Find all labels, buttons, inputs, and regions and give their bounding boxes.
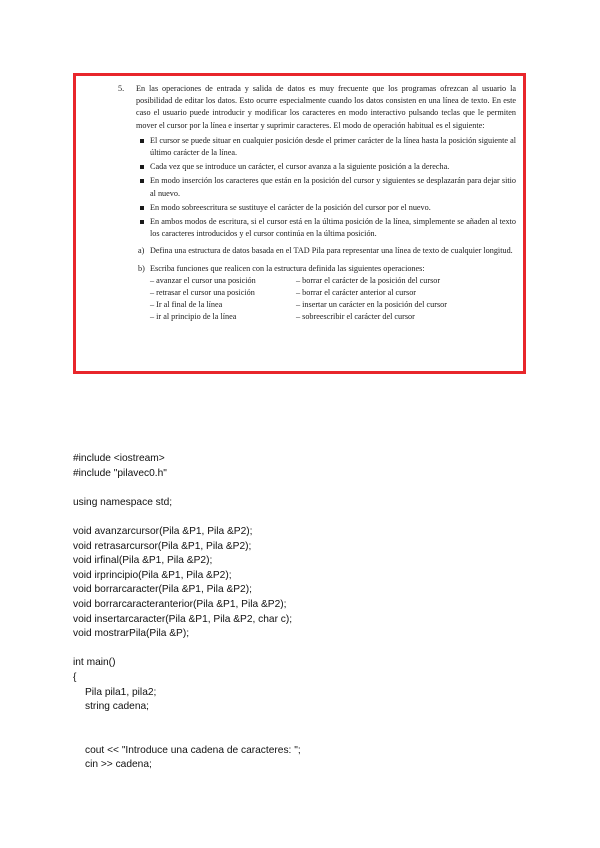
blank-line (73, 715, 553, 744)
blank-line (73, 481, 553, 496)
code-line: using namespace std; (73, 496, 173, 508)
problem-content (116, 83, 516, 323)
problem-statement-box (73, 73, 526, 374)
operation-item: – sobreescribir el carácter del cursor (296, 312, 415, 322)
part-a-letter: a) (138, 246, 145, 256)
operation-item: – retrasar el cursor una posición (150, 288, 255, 298)
code-line: int main() (73, 657, 116, 669)
code-line: void irfinal(Pila &P1, Pila &P2); (73, 555, 213, 567)
code-line: void retrasarcursor(Pila &P1, Pila &P2); (73, 540, 252, 552)
code-line: #include "pilavec0.h" (73, 467, 167, 479)
code-listing (73, 452, 553, 773)
blank-line (73, 510, 553, 525)
code-line: cin >> cadena; (85, 759, 152, 771)
code-line: cout << "Introduce una cadena de caracteres: "; (85, 744, 301, 756)
bullet-item: En modo sobreescritura se sustituye el carácter de la posición del cursor por el nuevo. (150, 202, 516, 214)
code-line: void irprincipio(Pila &P1, Pila &P2); (73, 569, 232, 581)
code-line: string cadena; (85, 701, 149, 713)
problem-number: 5. (118, 84, 125, 93)
operation-item: – ir al principio de la línea (150, 312, 237, 322)
code-line: Pila pila1, pila2; (85, 686, 157, 698)
blank-line (73, 642, 553, 657)
code-line: void avanzarcursor(Pila &P1, Pila &P2); (73, 525, 253, 537)
problem-intro (116, 83, 516, 132)
bullet-item: El cursor se puede situar en cualquier posición desde el primer carácter de la línea hasta la posición siguiente al último carácter de la línea. (150, 135, 516, 159)
code-line: void borrarcaracteranterior(Pila &P1, Pila &P2); (73, 598, 287, 610)
part-b-text: Escriba funciones que realicen con la estructura definida las siguientes operaciones: (150, 263, 425, 273)
operation-item: – avanzar el cursor una posición (150, 275, 256, 285)
part-a-text: Defina una estructura de datos basada en el TAD Pila para representar una línea de texto de cualquier longitud. (150, 246, 513, 256)
code-line: #include <iostream> (73, 453, 165, 464)
intro-text: En las operaciones de entrada y salida de datos es muy frecuente que los programas ofrezcan al usuario la posibilidad de editar los datos. Esto ocurre especialmente cuando los datos consisten en una línea de texto. En este caso el usuario puede introducir y modificar los caracteres en modo interactivo pulsando teclas que le permiten mover el cursor por la línea e insertar y suprimir caracteres. El modo de operación habitual es el siguiente: (136, 84, 516, 130)
operation-item: – borrar el carácter de la posición del cursor (296, 275, 441, 285)
part-a (116, 245, 516, 257)
code-line: { (73, 671, 77, 683)
operation-item: – Ir al final de la línea (150, 300, 223, 310)
operations-right-column (296, 275, 447, 324)
bullet-item: En ambos modos de escritura, si el cursor está en la última posición de la línea, simplemente se añaden al texto los caracteres introducidos y el cursor continúa en la última posición. (150, 216, 516, 240)
operations-list (150, 275, 516, 323)
part-b-letter: b) (138, 263, 145, 273)
bullet-item: Cada vez que se introduce un carácter, el cursor avanza a la siguiente posición a la derecha. (150, 161, 516, 173)
operation-item: – insertar un carácter en la posición del cursor (296, 300, 447, 310)
code-line: void borrarcaracter(Pila &P1, Pila &P2); (73, 584, 252, 596)
operations-left-column (150, 275, 256, 324)
code-line: void mostrarPila(Pila &P); (73, 628, 190, 640)
part-b (116, 263, 516, 275)
bullet-list (116, 135, 516, 241)
bullet-item: En modo inserción los caracteres que están en la posición del cursor y siguientes se desplazarán para dejar sitio al nuevo. (150, 175, 516, 199)
operation-item: – borrar el carácter anterior al cursor (296, 288, 417, 298)
code-line: void insertarcaracter(Pila &P1, Pila &P2, char c); (73, 613, 293, 625)
